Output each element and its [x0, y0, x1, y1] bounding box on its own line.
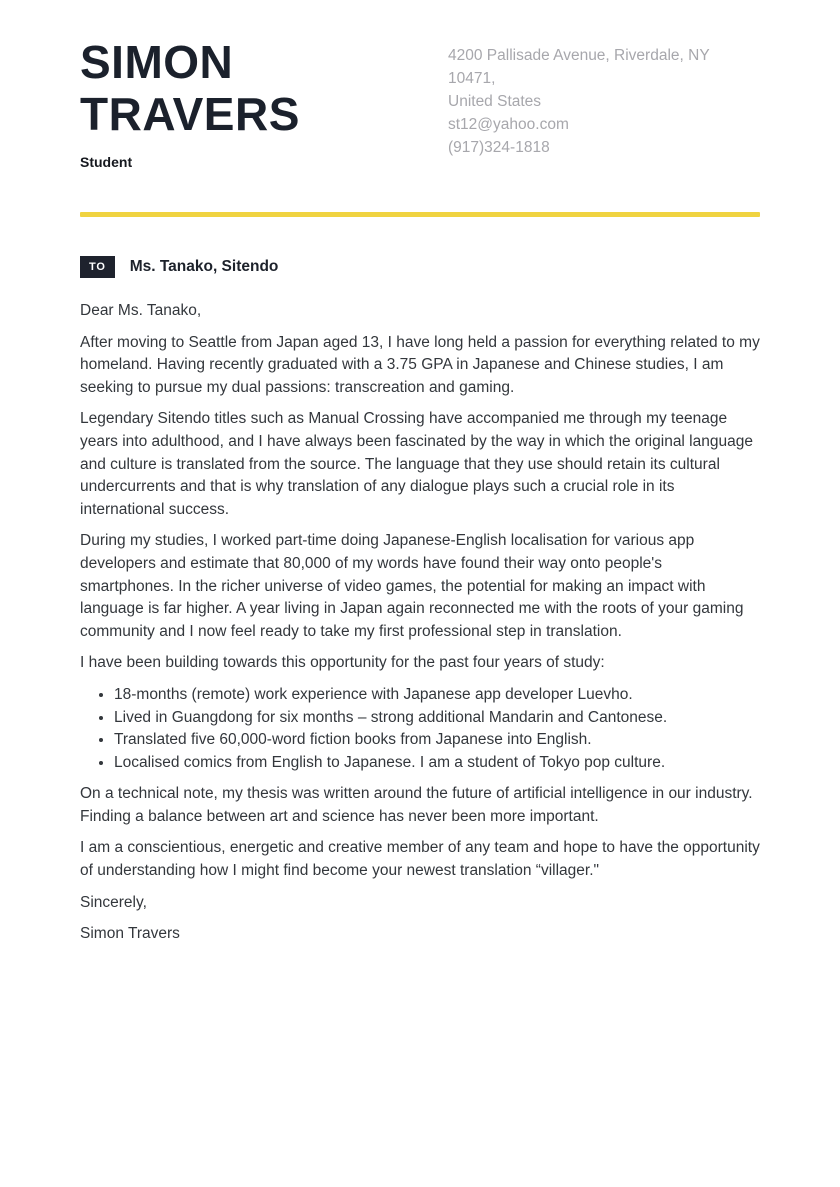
- list-item: • Translated five 60,000-word fiction books from Japanese into English.: [114, 729, 760, 752]
- name-line-1: SIMON: [80, 36, 234, 88]
- name-block: [80, 36, 300, 170]
- paragraph: During my studies, I worked part-time doing Japanese-English localisation for various app developers and estimate that 80,000 of my words have found their way onto people's smartphones. In the richer universe of video games, the potential for making an impact with language is far higher. A year living in Japan again reconnected me with the roots of your gaming community and I now feel ready to take my first professional step in translation.: [80, 532, 744, 640]
- paragraph: On a technical note, my thesis was written around the future of artificial intelligence in our industry. Finding a balance between art and science has never been more important.: [80, 785, 753, 825]
- signoff: Sincerely,: [80, 893, 147, 911]
- paragraph: After moving to Seattle from Japan aged 13, I have long held a passion for everything related to my homeland. Having recently graduated with a 3.75 GPA in Japanese and Chinese studies, I am seeking to pursue my dual passions: transcreation and gaming.: [80, 333, 760, 396]
- paragraph: Legendary Sitendo titles such as Manual Crossing have accompanied me through my teenage years into adulthood, and I have always been fascinated by the way in which the original language and culture is translated from the source. The language that they use should retain its cultural undercurrents and that is why translation of any dialogue plays such a crucial role in its international success.: [80, 410, 753, 518]
- accent-divider: [80, 212, 760, 217]
- name-line-2: TRAVERS: [80, 88, 300, 140]
- salutation: Dear Ms. Tanako,: [80, 302, 202, 319]
- qualification-list: [80, 684, 760, 774]
- contact-info: [448, 36, 760, 159]
- contact-phone: (917)324-1818: [448, 139, 550, 156]
- paragraph: I have been building towards this opportunity for the past four years of study:: [80, 654, 605, 672]
- contact-address-line2: United States: [448, 93, 542, 110]
- contact-email: st12@yahoo.com: [448, 116, 569, 133]
- job-title: Student: [80, 154, 133, 170]
- recipient-row: [80, 256, 760, 278]
- list-item: • 18-months (remote) work experience with Japanese app developer Luevho.: [114, 684, 760, 707]
- header: [80, 36, 760, 170]
- contact-address-line1: 4200 Pallisade Avenue, Riverdale, NY 10471,: [448, 47, 710, 87]
- list-item: • Lived in Guangdong for six months – strong additional Mandarin and Cantonese.: [114, 707, 760, 730]
- to-badge: TO: [80, 256, 115, 278]
- signature: Simon Travers: [80, 925, 180, 943]
- letter-body: [80, 300, 760, 946]
- paragraph: I am a conscientious, energetic and creative member of any team and hope to have the opportunity of understanding how I might find become your newest translation “villager.": [80, 839, 760, 880]
- list-item: • Localised comics from English to Japanese. I am a student of Tokyo pop culture.: [114, 752, 760, 775]
- recipient-name: Ms. Tanako, Sitendo: [129, 258, 279, 275]
- page-title: [80, 36, 300, 140]
